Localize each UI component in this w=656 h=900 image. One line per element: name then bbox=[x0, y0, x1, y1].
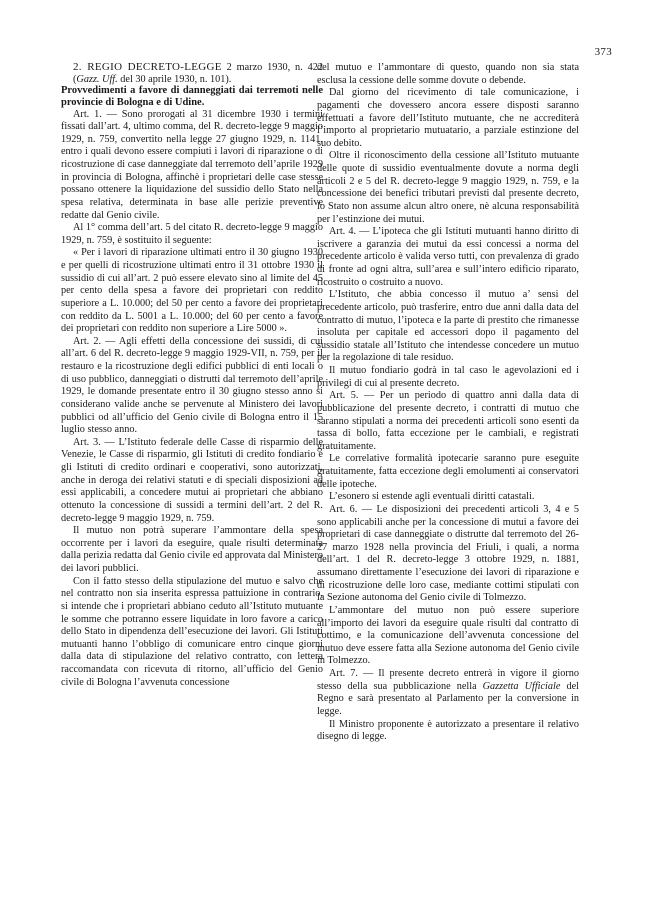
cession-paragraph: Con il fatto stesso della stipulazione del mutuo e salvo che nel contratto non sia inserita espressa pattuizione in contrario, si intende che i proprietari abbiano ceduto all’Istituto mutuante le somme che potranno essere liquidate in loro favore a carico dello Stato in dipendenza dell’esecuzione dei lavori. Gli Istituti mutuanti hanno l’obbligo di comunicare entro cinque giorni dalla data di stipulazione del relativo contratto, con lettera raccomandata con ricevuta di ritorno, all’ufficio del Genio civile di Bologna l’avvenuta concessione bbox=[61, 575, 323, 688]
mutuo-fondiario-paragraph: Il mutuo fondiario godrà in tal caso le agevolazioni ed i privilegi di cui al presente decreto. bbox=[317, 365, 579, 389]
quote-paragraph: « Per i lavori di riparazione ultimati entro il 30 giugno 1930 e per quelli di ricostruzione ultimati entro il 31 ottobre 1930 il sussidio di cui all’art. 2 può essere elevato sino al limite del 45 per cento della spesa a favore dei proprietari con reddito superiore a L. 10.000; del 50 per cento a favore dei proprietari con reddito da L. 5001 a L. 10.000; del 60 per cento a favore dei proprietari con reddito non superiore a Lire 5000 ». bbox=[61, 247, 323, 335]
art-1-paragraph: Art. 1. — Sono prorogati al 31 dicembre 1930 i termini fissati dall’art. 4, ultimo comma, del R. decreto-legge 9 maggio 1929, n. 759, convertito nella legge 27 giugno 1929, n. 1141, entro i quali devono essere compiuti i lavori di riparazione o di ricostruzione di case danneggiate dal terremoto dell’aprile 1929 in provincia di Bologna, affinchè i proprietari delle case stesse possano ottenere la liquidazione del sussidio dello Stato nella spesa relativa, determinata in base alle perizie preventive redatte dal Genio civile. bbox=[61, 108, 323, 221]
decree-heading-date: 2 marzo 1930, n. 422 ( bbox=[73, 62, 323, 85]
state-liability-paragraph: Oltre il riconoscimento della cessione all’Istituto mutuante delle quote di sussidio eventualmente dovute a norma degli articoli 2 e 5 del R. decreto-legge 9 maggio 1929, n. 759, e la concessione dei benefici tributari previsti dal presente decreto, lo Stato non assume alcun altro onere, nè alcuna responsabilità per l’estinzione dei mutui. bbox=[317, 150, 579, 225]
art-1-substitution-paragraph: Al 1° comma dell’art. 5 del citato R. decreto-legge 9 maggio 1929, n. 759, è sostituito il seguente: bbox=[61, 222, 323, 246]
art-4-paragraph: Art. 4. — L’ipoteca che gli Istituti mutuanti hanno diritto di iscrivere a garanzia dei mutui da essi concessi a norma del precedente articolo è valida verso tutti, con prevalenza di grado di fronte ad ogni altra, sull’area e sull’intero edificio riparato, ricostruito o costruito a nuovo. bbox=[317, 226, 579, 288]
mortgage-transfer-paragraph: L’Istituto, che abbia concesso il mutuo a’ sensi del precedente articolo, può trasferire, entro due anni dalla data del contratto di mutuo, l’ipoteca e la parte di prestito che rimanesse insoluta per capitale ed accessori dopo il pagamento del sussidio statale all’Istituto che intendesse concedere un mutuo per la regolazione di tale residuo. bbox=[317, 289, 579, 364]
continued-paragraph: del mutuo e l’ammontare di questo, quando non sia stata esclusa la cessione delle somme dovute o debende. bbox=[317, 62, 579, 86]
quoted-article-text bbox=[61, 247, 323, 335]
decree-heading-gazette-ref: del 30 aprile 1930, n. 101). bbox=[117, 73, 232, 85]
art-5-paragraph: Art. 5. — Per un periodo di quattro anni dalla data di pubblicazione del presente decreto, i contratti di mutuo che saranno stipulati a norma dei precedenti articoli sono esenti da tassa di bollo, fatta eccezione per le cambiali, e registrati gratuitamente. bbox=[317, 390, 579, 452]
decree-heading bbox=[61, 62, 323, 85]
page-number: 373 bbox=[594, 46, 612, 58]
decree-title: Provvedimenti a favore di danneggiati dai terremoti nelle provincie di Bologna e di Udine. bbox=[61, 85, 323, 108]
gazette-name: Gazzetta Ufficiale bbox=[482, 680, 561, 692]
payments-paragraph: Dal giorno del ricevimento di tale comunicazione, i pagamenti che dovessero ancora essere disposti saranno effettuati a favore dell’Istituto mutuante, che ne accrediterà l’importo al proprietario mutuatario, a parziale estinzione del suo debito. bbox=[317, 87, 579, 149]
mutuo-limit-paragraph: Il mutuo non potrà superare l’ammontare della spesa occorrente per i lavori da eseguire, quale risulti determinata dalla perizia redatta dal Genio civile ed approvata dal Ministero dei lavori pubblici. bbox=[61, 525, 323, 575]
art-7-text-after: del Regno e sarà presentato al Parlamento per la conversione in legge. bbox=[317, 680, 579, 717]
esonero-paragraph: L’esonero si estende agli eventuali diritti catastali. bbox=[329, 491, 535, 503]
art-7-text-before: Art. 7. — Il presente decreto entrerà in vigore il giorno stesso della sua pubblicazione nella bbox=[317, 668, 579, 692]
art-6-paragraph: Art. 6. — Le disposizioni dei precedenti articoli 3, 4 e 5 sono applicabili anche per la concessione di mutui a favore dei proprietari di case danneggiate o distrutte dal terremoto del 26-27 marzo 1928 nella provincia del Friuli, i quali, a norma dell’art. 1 del R. decreto-legge 3 ottobre 1929, n. 1881, assumano direttamente l’esecuzione dei lavori di riparazione e di ricostruzione delle loro case, mediante cottimi stipulati con la Sezione autonoma del Genio civile di Tolmezzo. bbox=[317, 503, 579, 604]
art-3-paragraph: Art. 3. — L’Istituto federale delle Casse di risparmio delle Venezie, le Casse di risparmio, gli Istituti di credito fondiario e gli Istituti di credito ordinari e cooperativi, sono autorizzati, anche in deroga dei relativi statuti e di speciali disposizioni ad essi applicabili, a concedere mutui ai proprietari che abbiano ottenuto la concessione di sussidi a termini dell’art. 2 del R. decreto-legge 9 maggio 1929, n. 759. bbox=[61, 436, 323, 524]
ipotecarie-paragraph: Le correlative formalità ipotecarie saranno pure eseguite gratuitamente, fatta eccezione degli emolumenti ai conservatori delle ipoteche. bbox=[317, 453, 579, 490]
ammontare-paragraph: L’ammontare del mutuo non può essere superiore all’importo dei lavori da eseguire quale risulti dal contratto di cottimo, e la comunicazione dell’avvenuta concessione del mutuo deve essere fatta alla Sezione autonoma del Genio civile in Tolmezzo. bbox=[317, 604, 579, 667]
closing-paragraph: Il Ministro proponente è autorizzato a presentare il relativo disegno di legge. bbox=[317, 718, 579, 743]
decree-heading-number: 2. REGIO DECRETO-LEGGE bbox=[73, 61, 222, 73]
right-column bbox=[317, 62, 579, 744]
art-2-paragraph: Art. 2. — Agli effetti della concessione dei sussidi, di cui all’art. 6 del R. decreto-legge 9 maggio 1929-VII, n. 759, per il restauro e la ricostruzione degli edifici pubblici di enti locali o di uso pubblico, danneggiati o distrutti dal terremoto dell’aprile 1929, le domande presentate entro il 30 giugno stesso anno si considerano valide anche se pervenute al Ministero dei lavori pubblici od all’ufficio del Genio civile di Bologna entro il 15 luglio stesso anno. bbox=[61, 335, 323, 436]
left-column bbox=[61, 62, 323, 689]
art-7-paragraph bbox=[317, 668, 579, 719]
gazette-abbreviation: Gazz. Uff. bbox=[76, 73, 118, 85]
